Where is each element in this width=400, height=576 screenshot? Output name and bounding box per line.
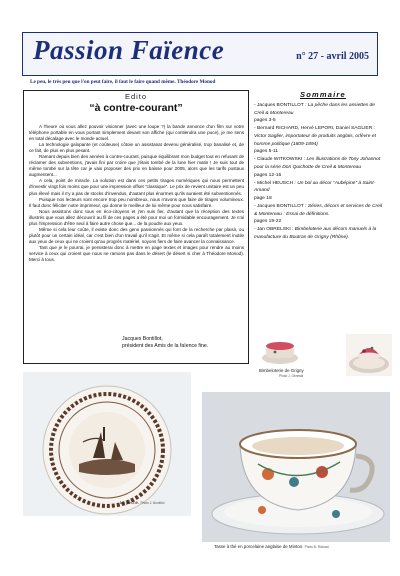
plate-photo <box>23 372 191 516</box>
signature-role: président des Amis de la faïence fine. <box>122 343 209 349</box>
sommaire-pages: page 18 <box>254 196 272 201</box>
sommaire-item <box>254 226 384 241</box>
edito-paragraph: Nous assistons donc tous en éco-citoyens et j'en suis fier, d'autant que la réception des textes illustrés que vous allez découvrir au fil de ces pages a été pour moi un formidable encouragement. Je n'ai plus l'impression d'être seul à faire autre chose que... de la poudre aux yeux. <box>29 208 244 226</box>
sommaire-author: - Jacques BONTILLOT <box>254 103 304 108</box>
sommaire-item <box>254 203 384 226</box>
grigny-box-image <box>258 338 302 366</box>
grigny-box-photo <box>258 338 302 366</box>
sommaire-item <box>254 102 384 125</box>
sommaire-author: - Bernard RICHARD, Hervé LEPORI, Daniel SAGLIER <box>254 126 373 132</box>
sommaire-list <box>254 102 384 242</box>
edito-body <box>29 124 244 263</box>
masthead <box>22 32 378 76</box>
sommaire-title: Sommaire <box>300 90 346 99</box>
sommaire-author: - Jan OBRELSKI <box>254 227 291 233</box>
signature-name: Jacques Bontillot, <box>122 336 163 342</box>
sommaire-desc: : La pêche dans les assiettes de Creil & Montereau <box>254 103 375 116</box>
caption-tasse-text: Tasse à thé en porcelaine anglaise de Minton. <box>214 544 304 549</box>
edito-paragraph: A l'heure où vous allez pouvoir visionner (avec une loupe ?) la bande annonce d'un film sur votre téléphone portable en vous portant simplement devant son affiche (qui contiendra une puce), je me sens en total décalage avec le monde actuel. <box>29 124 244 142</box>
caption-peche-credit: Photo J. Bontillot <box>140 501 165 505</box>
sommaire-pages: pages 19-22 <box>254 219 282 225</box>
sommaire-item <box>254 180 384 203</box>
fishing-plate-image <box>23 372 191 516</box>
sommaire-author: - Claude WITKOWSKI <box>254 157 303 163</box>
grigny-photo <box>346 334 392 376</box>
sommaire-author: - Michel HEUSCH <box>254 180 294 186</box>
minton-teacup-image <box>202 392 390 542</box>
edito-label: Edito <box>124 92 148 101</box>
caption-peche <box>120 500 164 505</box>
sommaire-desc: : Séries, décors et services de Creil & Montereau : Essai de définitions. <box>254 203 383 217</box>
caption-tasse <box>212 544 331 549</box>
edito-paragraph: La technologie galopante (et coûteuse) côtoie un assistanat devenu généralisé, trop banalisé et, de ce fait, de plus en plus pesant. <box>29 142 244 154</box>
sommaire-desc: : Les illustrations de Tony Johannot pour la série Don Quichotte de Creil & Montereau <box>254 157 381 170</box>
caption-bimbeloterie <box>259 368 304 378</box>
caption-peche-text: La pêche. <box>120 500 140 505</box>
tagline: Le peu, le très peu que l'on peut faire, il faut le faire quand même. Théodore Monod <box>30 79 216 85</box>
sommaire-pages: pages 3-5 <box>254 118 276 124</box>
edito-headline: “à contre-courant” <box>89 102 183 114</box>
edito-paragraph: Tant que je le pourrai, je persisterai donc à mettre en page textes et images pour rendre au moins service à ceux qui croient que nous ne ramons pas dans le désert (le désert si cher à Théodore Monod). Merci à tous. <box>29 244 244 263</box>
caption-tasse-credit: Photo B. Richard <box>304 545 329 549</box>
grigny-pieces-image <box>346 334 392 376</box>
newsletter-title: Passion Faïence <box>33 35 225 65</box>
caption-bimbeloterie-text: Bimbeloterie de Grigny <box>259 368 304 373</box>
edito-paragraph: Puisque nos lecteurs sont encore trop peu nombreux, nous n'avons que faire de tirages volumineux. Il faut donc féliciter notre imprimeur, qui donne le meilleur de lui même pour nous satisfaire. <box>29 196 244 208</box>
issue-number: n° 27 - avril 2005 <box>296 51 369 62</box>
teacup-photo <box>202 392 390 542</box>
sommaire-pages: pages 12-15 <box>254 172 282 178</box>
sommaire-author: - Jacques BONTILLOT <box>254 203 304 209</box>
caption-bimbeloterie-credit: Photo J. Obrelski <box>279 374 304 378</box>
sommaire-desc: : Victor Saglier, importateur de produits anglais, orfèvre et homme politique (1809-1894) <box>254 126 376 147</box>
sommaire-desc: : Un bol au décor “Aubépine” à Saint-Amand <box>254 180 376 194</box>
edito-box <box>23 90 249 364</box>
sommaire-desc: : Bimbeloterie aux décors manuels à la manufacture du Boutras de Grigny (Rhône). <box>254 227 377 240</box>
edito-signature <box>122 336 208 350</box>
sommaire-item <box>254 125 384 156</box>
sommaire-pages: pages 5-11 <box>254 149 279 155</box>
edito-paragraph: Ramant depuis bien des années à contre-courant, puisque équilibrant mon budget tout en refusant de réclamer des subventions, j'avais fini par croire que j'étais tombé de la lune hier matin ! Je suis tout de même tombé sur la tête car je vais proposer des prix en baisse pour 2005, alors que les tarifs postaux augmentent... <box>29 154 244 178</box>
edito-paragraph: A cela, point de miracle. La solution est dans ces petits tirages numériques qui nous permettent d'investir vingt fois moins que pour une impression offset “classique”. Le prix de revient unitaire est un peu plus élevé mais il n'y a pas de stocks d'invendus, d'autant plus énormes qu'ils auraient été subventionnés. <box>29 178 244 196</box>
sommaire-item <box>254 156 384 179</box>
edito-paragraph: Même si cela leur coûte, il existe donc des gens passionnés qui font de la recherche par plaisir, ou plutôt pour un certain idéal, car c'est bien d'un travail qu'il s'agit. Et même si cela paraît totalement inutile aux yeux de ceux qui ne croient qu'au progrès matériel, soyons fiers de faire avancer la connaissance. <box>29 226 244 244</box>
